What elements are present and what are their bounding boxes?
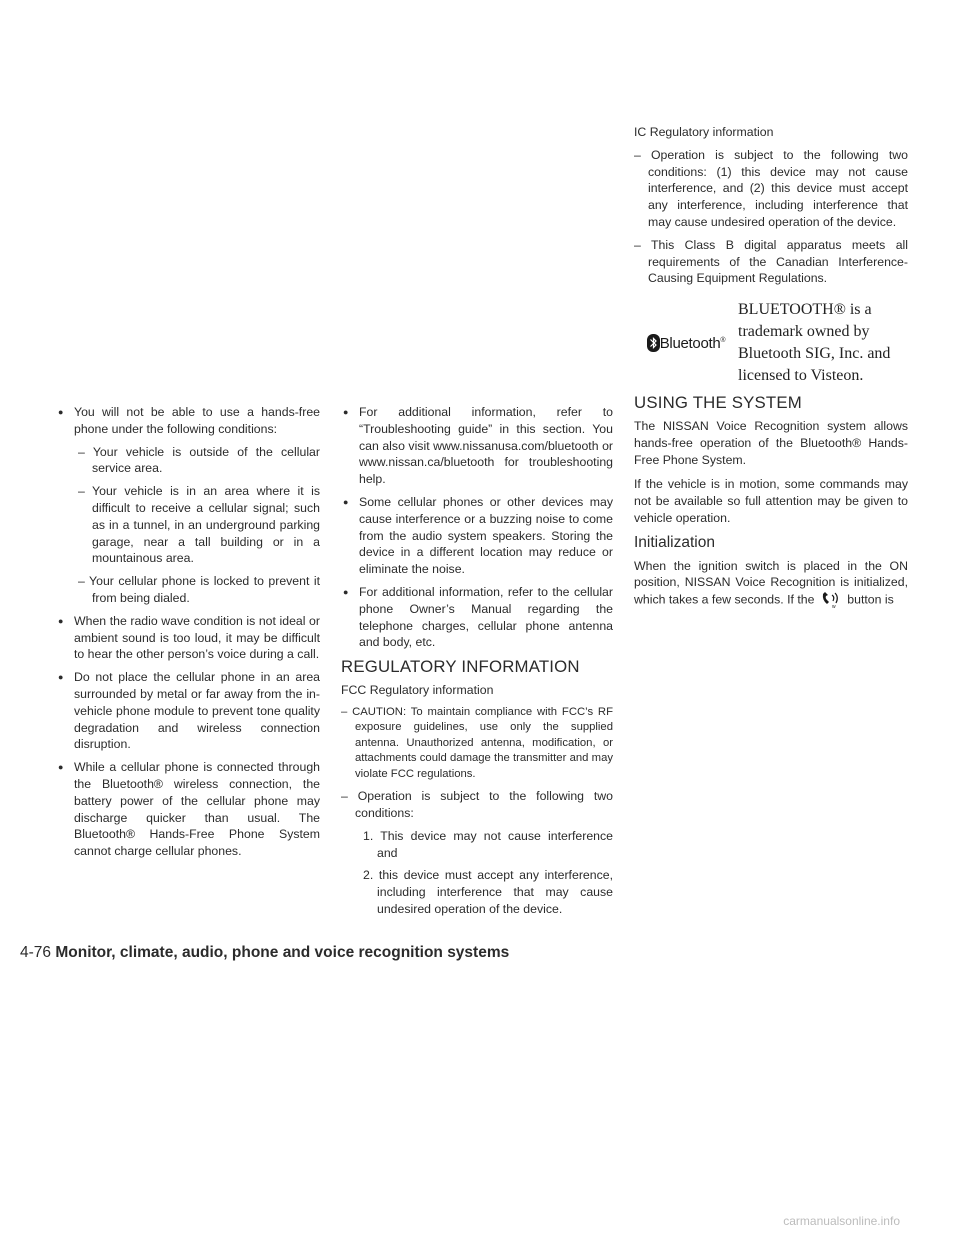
- ic-label: IC Regulatory information: [634, 125, 774, 139]
- fcc-condition-2: 2. this device must accept any interference, including interference that may cause undesired operation of the device.: [363, 868, 613, 917]
- ic-class-b: – This Class B digital apparatus meets all requirements of the Canadian Interference-Causing Equipment Regulations.: [634, 237, 908, 286]
- bluetooth-wordmark: Bluetooth®: [659, 335, 726, 353]
- bullet-radio-wave: ● When the radio wave condition is not ideal or ambient sound is too loud, it may be difficult to hear the other person’s voice during a call.: [56, 613, 320, 663]
- fcc-caution: – CAUTION: To maintain compliance with FCC’s RF exposure guidelines, use only the supplied antenna. Unauthorized antenna, modification, or attachments could damage the transmitter and may violate FCC regulations.: [341, 705, 613, 780]
- bullet-interference-noise: ● Some cellular phones or other devices may cause interference or a buzzing noise to come from the audio system speakers. Storing the device in a different location may reduce or eliminate the noise.: [341, 494, 613, 578]
- bluetooth-logo: [634, 333, 738, 353]
- bluetooth-icon: [647, 334, 660, 352]
- using-system-para-2: If the vehicle is in motion, some commands may not be available so full attention may be given to vehicle operation.: [634, 477, 908, 525]
- regulatory-heading: REGULATORY INFORMATION: [341, 657, 580, 677]
- bullet-owners-manual: ● For additional information, refer to the cellular phone Owner’s Manual regarding the telephone charges, cellular phone antenna and body, etc.: [341, 584, 613, 651]
- using-system-para-1: The NISSAN Voice Recognition system allows hands-free operation of the Bluetooth® Hands-Free Phone System.: [634, 418, 908, 467]
- svg-text:w: w: [831, 604, 836, 610]
- fcc-operation: – Operation is subject to the following two conditions:: [341, 789, 613, 821]
- initialization-heading: Initialization: [634, 533, 715, 551]
- column-1: [56, 404, 320, 866]
- dash-difficult-signal: – Your vehicle is in an area where it is difficult to receive a cellular signal; such as in a tunnel, in an underground parking garage, near a tall building or in a mountainous area.: [78, 484, 320, 566]
- ic-operation: – Operation is subject to the following two conditions: (1) this device may not cause interference, and (2) this device must accept any interference, including interference that may cause undesired operation of the device.: [634, 147, 908, 229]
- bluetooth-trademark-box: [634, 299, 908, 387]
- dash-phone-locked: – Your cellular phone is locked to prevent it from being dialed.: [78, 574, 320, 605]
- initialization-text: When the ignition switch is placed in the ON position, NISSAN Voice Recognition is initialized, which takes a few seconds. If the w button is: [634, 558, 908, 610]
- using-system-heading: USING THE SYSTEM: [634, 393, 802, 413]
- bullet-handsfree-conditions: ● You will not be able to use a hands-free phone under the following conditions:: [56, 404, 320, 438]
- bullet-metal-area: ● Do not place the cellular phone in an area surrounded by metal or far away from the in-vehicle phone module to prevent tone quality degradation and wireless connection disruption.: [56, 669, 320, 753]
- bullet-troubleshooting: ● For additional information, refer to “Troubleshooting guide” in this section. You can also visit www.nissanusa.com/bluetooth or www.nissan.ca/bluetooth for troubleshooting help.: [341, 404, 613, 488]
- page-number: 4-76: [20, 944, 52, 961]
- column-2: [341, 404, 613, 924]
- dash-outside-service: – Your vehicle is outside of the cellular service area.: [78, 444, 320, 476]
- page-footer: [20, 944, 509, 962]
- chapter-title: Monitor, climate, audio, phone and voice recognition systems: [55, 944, 510, 961]
- phone-voice-button-icon: [818, 591, 844, 609]
- bluetooth-trademark-text: BLUETOOTH® is a trademark owned by Bluetooth SIG, Inc. and licensed to Visteon.: [738, 301, 891, 385]
- fcc-label: FCC Regulatory information: [341, 682, 494, 697]
- column-3: [634, 124, 908, 617]
- bullet-battery-power: ● While a cellular phone is connected through the Bluetooth® wireless connection, the battery power of the cellular phone may discharge quicker than usual. The Bluetooth® Hands-Free Phone System cannot charge cellular phones.: [56, 759, 320, 860]
- watermark: carmanualsonline.info: [783, 1214, 900, 1228]
- fcc-condition-1: 1. This device may not cause interference and: [363, 828, 613, 860]
